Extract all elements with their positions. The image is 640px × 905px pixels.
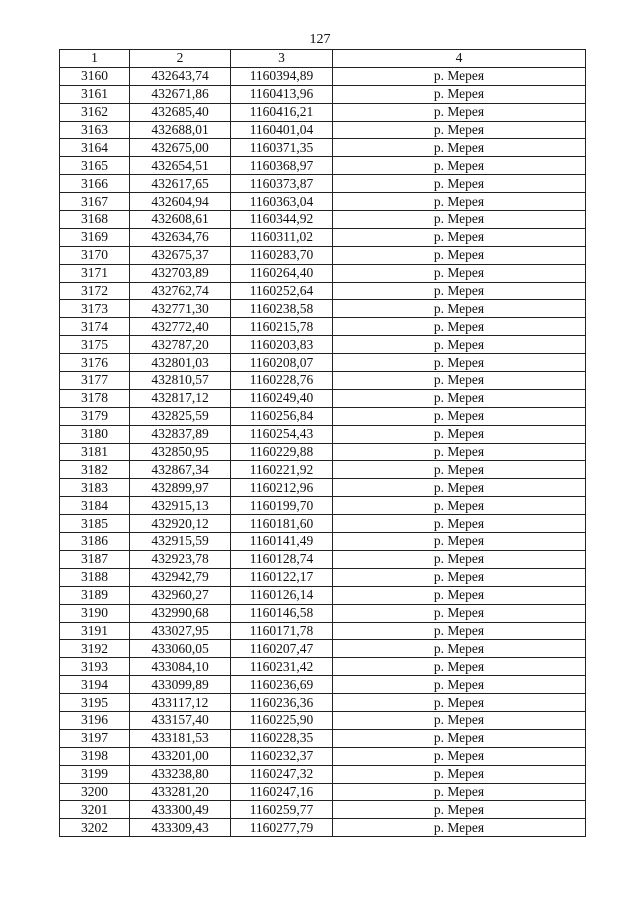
point-number-cell: 3165 [60,157,130,175]
table-row [60,300,586,318]
table-row [60,121,586,139]
point-number-cell: 3188 [60,568,130,586]
y-coordinate-cell: 1160122,17 [231,568,333,586]
x-coordinate-cell: 432990,68 [130,604,231,622]
point-number-cell: 3178 [60,389,130,407]
y-coordinate-cell: 1160207,47 [231,640,333,658]
table-row [60,389,586,407]
table-row [60,336,586,354]
x-coordinate-cell: 433238,80 [130,765,231,783]
y-coordinate-cell: 1160203,83 [231,336,333,354]
column-header-1: 1 [60,50,130,68]
point-number-cell: 3182 [60,461,130,479]
x-coordinate-cell: 433181,53 [130,729,231,747]
y-coordinate-cell: 1160368,97 [231,157,333,175]
point-number-cell: 3201 [60,801,130,819]
point-number-cell: 3160 [60,67,130,85]
y-coordinate-cell: 1160256,84 [231,407,333,425]
x-coordinate-cell: 433300,49 [130,801,231,819]
x-coordinate-cell: 432923,78 [130,550,231,568]
point-number-cell: 3170 [60,246,130,264]
x-coordinate-cell: 432762,74 [130,282,231,300]
description-cell: р. Мерея [333,85,586,103]
y-coordinate-cell: 1160254,43 [231,425,333,443]
y-coordinate-cell: 1160228,76 [231,372,333,390]
table-row [60,211,586,229]
y-coordinate-cell: 1160126,14 [231,586,333,604]
x-coordinate-cell: 433099,89 [130,676,231,694]
description-cell: р. Мерея [333,264,586,282]
description-cell: р. Мерея [333,586,586,604]
table-row [60,550,586,568]
point-number-cell: 3189 [60,586,130,604]
table-row [60,139,586,157]
x-coordinate-cell: 432643,74 [130,67,231,85]
description-cell: р. Мерея [333,801,586,819]
table-row [60,461,586,479]
point-number-cell: 3191 [60,622,130,640]
description-cell: р. Мерея [333,443,586,461]
table-row [60,157,586,175]
y-coordinate-cell: 1160229,88 [231,443,333,461]
y-coordinate-cell: 1160215,78 [231,318,333,336]
table-row [60,479,586,497]
table-row [60,604,586,622]
x-coordinate-cell: 432867,34 [130,461,231,479]
point-number-cell: 3171 [60,264,130,282]
table-row [60,586,586,604]
table-row [60,246,586,264]
y-coordinate-cell: 1160401,04 [231,121,333,139]
x-coordinate-cell: 433060,05 [130,640,231,658]
point-number-cell: 3174 [60,318,130,336]
table-row [60,694,586,712]
description-cell: р. Мерея [333,211,586,229]
table-row [60,264,586,282]
y-coordinate-cell: 1160232,37 [231,747,333,765]
page-number: 127 [309,32,331,47]
description-cell: р. Мерея [333,765,586,783]
point-number-cell: 3183 [60,479,130,497]
x-coordinate-cell: 432915,13 [130,497,231,515]
table-row [60,515,586,533]
point-number-cell: 3200 [60,783,130,801]
x-coordinate-cell: 433027,95 [130,622,231,640]
x-coordinate-cell: 432825,59 [130,407,231,425]
description-cell: р. Мерея [333,622,586,640]
y-coordinate-cell: 1160212,96 [231,479,333,497]
y-coordinate-cell: 1160249,40 [231,389,333,407]
x-coordinate-cell: 433309,43 [130,819,231,837]
y-coordinate-cell: 1160413,96 [231,85,333,103]
x-coordinate-cell: 432654,51 [130,157,231,175]
description-cell: р. Мерея [333,157,586,175]
table-body [60,67,586,836]
y-coordinate-cell: 1160264,40 [231,264,333,282]
column-header-3: 3 [231,50,333,68]
y-coordinate-cell: 1160238,58 [231,300,333,318]
header-row [60,50,586,68]
point-number-cell: 3176 [60,354,130,372]
table-row [60,372,586,390]
table-row [60,622,586,640]
x-coordinate-cell: 432920,12 [130,515,231,533]
description-cell: р. Мерея [333,461,586,479]
point-number-cell: 3190 [60,604,130,622]
description-cell: р. Мерея [333,103,586,121]
description-cell: р. Мерея [333,711,586,729]
x-coordinate-cell: 432675,00 [130,139,231,157]
y-coordinate-cell: 1160371,35 [231,139,333,157]
y-coordinate-cell: 1160416,21 [231,103,333,121]
point-number-cell: 3166 [60,175,130,193]
x-coordinate-cell: 432942,79 [130,568,231,586]
column-header-4: 4 [333,50,586,68]
point-number-cell: 3192 [60,640,130,658]
table-row [60,747,586,765]
x-coordinate-cell: 433281,20 [130,783,231,801]
point-number-cell: 3179 [60,407,130,425]
description-cell: р. Мерея [333,729,586,747]
table-row [60,711,586,729]
description-cell: р. Мерея [333,479,586,497]
y-coordinate-cell: 1160228,35 [231,729,333,747]
table-row [60,533,586,551]
x-coordinate-cell: 432817,12 [130,389,231,407]
point-number-cell: 3185 [60,515,130,533]
description-cell: р. Мерея [333,175,586,193]
point-number-cell: 3184 [60,497,130,515]
description-cell: р. Мерея [333,747,586,765]
table-row [60,175,586,193]
y-coordinate-cell: 1160128,74 [231,550,333,568]
y-coordinate-cell: 1160363,04 [231,193,333,211]
description-cell: р. Мерея [333,640,586,658]
y-coordinate-cell: 1160311,02 [231,228,333,246]
description-cell: р. Мерея [333,389,586,407]
y-coordinate-cell: 1160252,64 [231,282,333,300]
description-cell: р. Мерея [333,425,586,443]
y-coordinate-cell: 1160259,77 [231,801,333,819]
x-coordinate-cell: 432608,61 [130,211,231,229]
y-coordinate-cell: 1160146,58 [231,604,333,622]
y-coordinate-cell: 1160181,60 [231,515,333,533]
table-row [60,282,586,300]
point-number-cell: 3186 [60,533,130,551]
x-coordinate-cell: 432771,30 [130,300,231,318]
description-cell: р. Мерея [333,515,586,533]
point-number-cell: 3173 [60,300,130,318]
x-coordinate-cell: 432634,76 [130,228,231,246]
description-cell: р. Мерея [333,550,586,568]
point-number-cell: 3196 [60,711,130,729]
x-coordinate-cell: 432671,86 [130,85,231,103]
description-cell: р. Мерея [333,228,586,246]
table-row [60,193,586,211]
y-coordinate-cell: 1160199,70 [231,497,333,515]
y-coordinate-cell: 1160141,49 [231,533,333,551]
y-coordinate-cell: 1160208,07 [231,354,333,372]
x-coordinate-cell: 432850,95 [130,443,231,461]
x-coordinate-cell: 432772,40 [130,318,231,336]
x-coordinate-cell: 432688,01 [130,121,231,139]
y-coordinate-cell: 1160171,78 [231,622,333,640]
table-row [60,640,586,658]
table-row [60,801,586,819]
y-coordinate-cell: 1160394,89 [231,67,333,85]
point-number-cell: 3164 [60,139,130,157]
table-row [60,318,586,336]
x-coordinate-cell: 432960,27 [130,586,231,604]
x-coordinate-cell: 432915,59 [130,533,231,551]
description-cell: р. Мерея [333,533,586,551]
table-row [60,729,586,747]
y-coordinate-cell: 1160225,90 [231,711,333,729]
x-coordinate-cell: 432617,65 [130,175,231,193]
x-coordinate-cell: 433201,00 [130,747,231,765]
description-cell: р. Мерея [333,139,586,157]
description-cell: р. Мерея [333,336,586,354]
description-cell: р. Мерея [333,193,586,211]
y-coordinate-cell: 1160231,42 [231,658,333,676]
coordinates-table [59,49,586,837]
x-coordinate-cell: 432899,97 [130,479,231,497]
point-number-cell: 3167 [60,193,130,211]
x-coordinate-cell: 432685,40 [130,103,231,121]
description-cell: р. Мерея [333,282,586,300]
point-number-cell: 3199 [60,765,130,783]
y-coordinate-cell: 1160221,92 [231,461,333,479]
table-row [60,765,586,783]
table-row [60,228,586,246]
table-row [60,783,586,801]
description-cell: р. Мерея [333,407,586,425]
point-number-cell: 3180 [60,425,130,443]
point-number-cell: 3175 [60,336,130,354]
table-header [60,50,586,68]
y-coordinate-cell: 1160236,36 [231,694,333,712]
x-coordinate-cell: 432604,94 [130,193,231,211]
description-cell: р. Мерея [333,604,586,622]
description-cell: р. Мерея [333,676,586,694]
y-coordinate-cell: 1160247,16 [231,783,333,801]
description-cell: р. Мерея [333,783,586,801]
description-cell: р. Мерея [333,354,586,372]
description-cell: р. Мерея [333,372,586,390]
table-row [60,819,586,837]
table-row [60,568,586,586]
column-header-2: 2 [130,50,231,68]
point-number-cell: 3193 [60,658,130,676]
table-row [60,354,586,372]
table-row [60,407,586,425]
description-cell: р. Мерея [333,67,586,85]
description-cell: р. Мерея [333,658,586,676]
y-coordinate-cell: 1160236,69 [231,676,333,694]
description-cell: р. Мерея [333,121,586,139]
description-cell: р. Мерея [333,568,586,586]
point-number-cell: 3169 [60,228,130,246]
x-coordinate-cell: 433084,10 [130,658,231,676]
table-row [60,85,586,103]
y-coordinate-cell: 1160373,87 [231,175,333,193]
y-coordinate-cell: 1160247,32 [231,765,333,783]
description-cell: р. Мерея [333,497,586,515]
point-number-cell: 3202 [60,819,130,837]
x-coordinate-cell: 433117,12 [130,694,231,712]
x-coordinate-cell: 432837,89 [130,425,231,443]
description-cell: р. Мерея [333,694,586,712]
point-number-cell: 3162 [60,103,130,121]
x-coordinate-cell: 432703,89 [130,264,231,282]
point-number-cell: 3187 [60,550,130,568]
point-number-cell: 3168 [60,211,130,229]
table-row [60,443,586,461]
x-coordinate-cell: 432787,20 [130,336,231,354]
table-row [60,658,586,676]
point-number-cell: 3161 [60,85,130,103]
table-row [60,497,586,515]
point-number-cell: 3194 [60,676,130,694]
table-row [60,67,586,85]
table-row [60,425,586,443]
description-cell: р. Мерея [333,819,586,837]
point-number-cell: 3177 [60,372,130,390]
x-coordinate-cell: 432801,03 [130,354,231,372]
description-cell: р. Мерея [333,300,586,318]
point-number-cell: 3181 [60,443,130,461]
x-coordinate-cell: 432675,37 [130,246,231,264]
point-number-cell: 3172 [60,282,130,300]
point-number-cell: 3198 [60,747,130,765]
point-number-cell: 3197 [60,729,130,747]
y-coordinate-cell: 1160277,79 [231,819,333,837]
point-number-cell: 3195 [60,694,130,712]
table-row [60,103,586,121]
point-number-cell: 3163 [60,121,130,139]
x-coordinate-cell: 432810,57 [130,372,231,390]
description-cell: р. Мерея [333,246,586,264]
table-row [60,676,586,694]
x-coordinate-cell: 433157,40 [130,711,231,729]
description-cell: р. Мерея [333,318,586,336]
y-coordinate-cell: 1160283,70 [231,246,333,264]
y-coordinate-cell: 1160344,92 [231,211,333,229]
